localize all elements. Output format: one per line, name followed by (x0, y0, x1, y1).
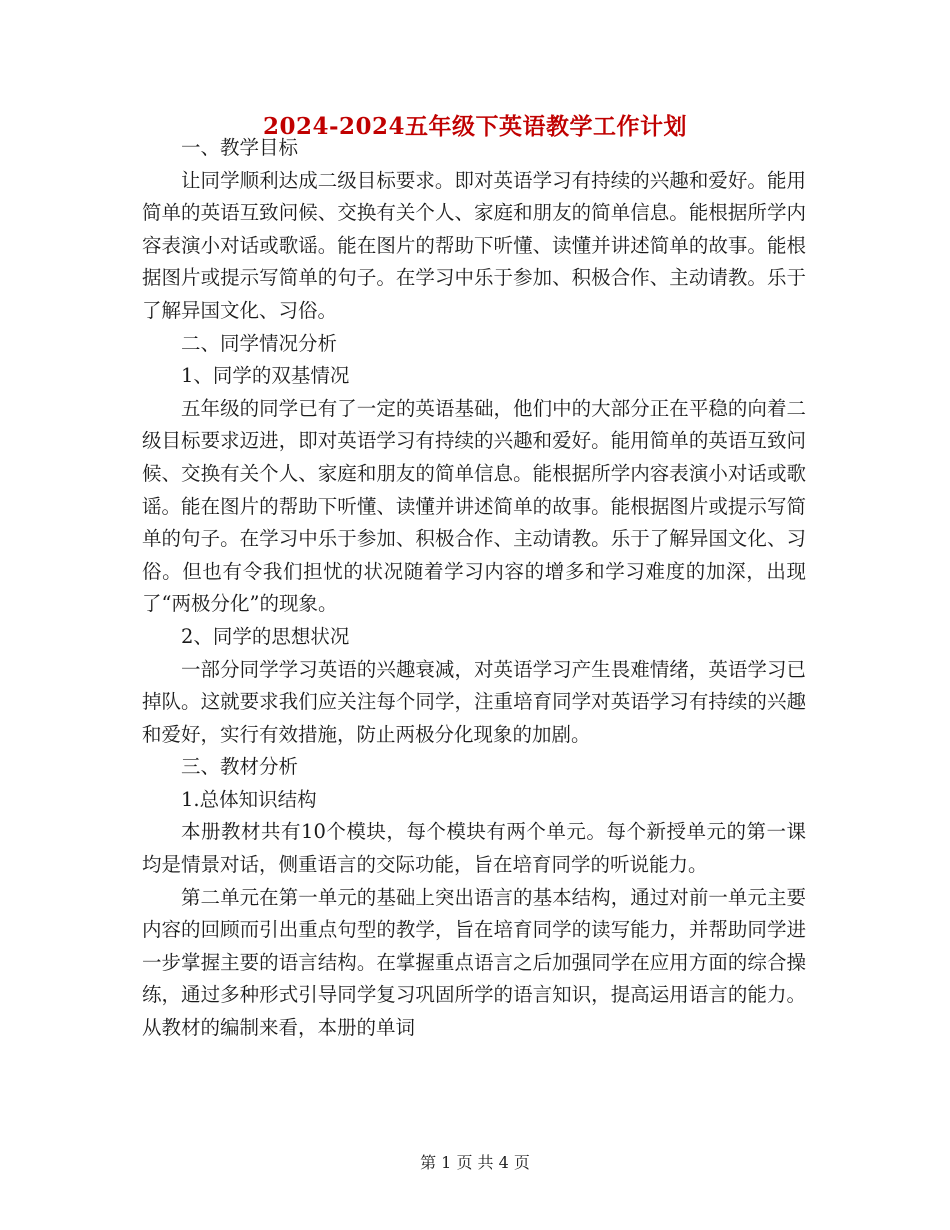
document-body (142, 132, 806, 1045)
subheading-structure: 1.总体知识结构 (181, 787, 317, 811)
paragraph-thinking: 一部分同学学习英语的兴趣衰减，对英语学习产生畏难情绪，英语学习已掉队。这就要求我们应关注每个同学，注重培育同学对英语学习有持续的兴趣和爱好，实行有效措施，防止两极分化现象的加剧。 (142, 657, 806, 746)
section-heading-materials: 三、教材分析 (181, 755, 299, 779)
subheading-basics: 1、同学的双基情况 (181, 364, 350, 388)
page-number: 第 1 页 共 4 页 (420, 1153, 530, 1172)
paragraph-goals: 让同学顺利达成二级目标要求。即对英语学习有持续的兴趣和爱好。能用简单的英语互致问候、交换有关个人、家庭和朋友的简单信息。能根据所学内容表演小对话或歌谣。能在图片的帮助下听懂、读懂并讲述简单的故事。能根据图片或提示写简单的句子。在学习中乐于参加、积极合作、主动请教。乐于了解异国文化、习俗。 (142, 168, 806, 322)
subheading-thinking: 2、同学的思想状况 (181, 624, 350, 648)
section-heading-students: 二、同学情况分析 (181, 331, 338, 355)
paragraph-basics: 五年级的同学已有了一定的英语基础，他们中的大部分正在平稳的向着二级目标要求迈进，即对英语学习有持续的兴趣和爱好。能用简单的英语互致问候、交换有关个人、家庭和朋友的简单信息。能根据所学内容表演小对话或歌谣。能在图片的帮助下听懂、读懂并讲述简单的故事。能根据图片或提示写简单的句子。在学习中乐于参加、积极合作、主动请教。乐于了解异国文化、习俗。但也有令我们担忧的状况随着学习内容的增多和学习难度的加深，出现了“两极分化”的现象。 (142, 396, 806, 616)
paragraph-unit-two: 第二单元在第一单元的基础上突出语言的基本结构，通过对前一单元主要内容的回顾而引出重点句型的教学，旨在培育同学的读写能力，并帮助同学进一步掌握主要的语言结构。在掌握重点语言之后加强同学在应用方面的综合操练，通过多种形式引导同学复习巩固所学的语言知识，提高运用语言的能力。从教材的编制来看，本册的单词 (142, 885, 806, 1040)
section-heading-goals: 一、教学目标 (181, 136, 299, 159)
paragraph-structure: 本册教材共有10个模块，每个模块有两个单元。每个新授单元的第一课均是情景对话，侧重语言的交际功能，旨在培育同学的听说能力。 (142, 820, 806, 877)
document-title: 2024-2024五年级下英语教学工作计划 (262, 113, 688, 140)
